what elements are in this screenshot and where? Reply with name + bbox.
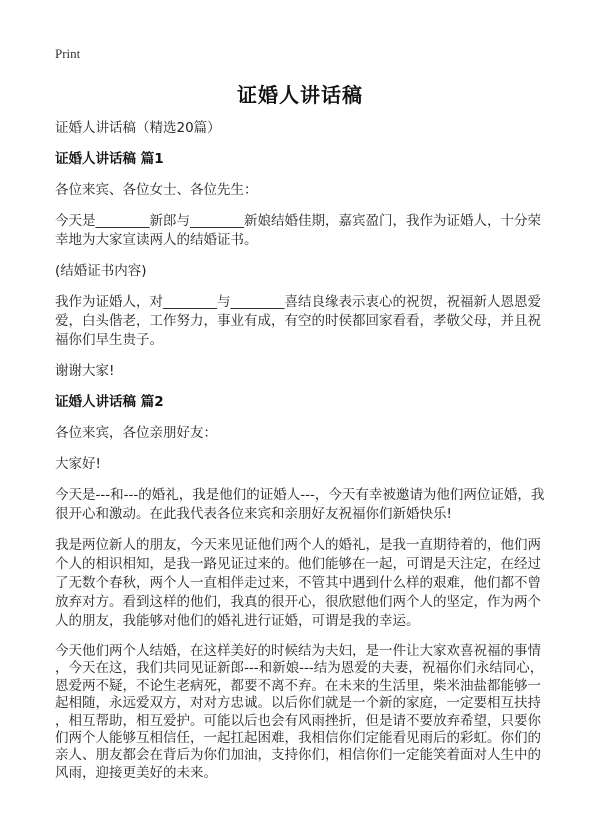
print-link[interactable]: Print (55, 46, 81, 61)
page-title: 证婚人讲话稿 (237, 83, 363, 107)
paragraph (55, 293, 550, 350)
paragraph-line: 放弃对方。看到这样的他们，我真的很开心，很欣慰他们两个人的坚定，作为两个 (55, 594, 541, 610)
paragraph-line: 起相随，永远爱双方，对对方忠诚。以后你们就是一个新的家庭，一定要相互扶持 (55, 695, 541, 712)
paragraph-line: 人的朋友，我能够对他们的婚礼进行证婚，可谓是我的幸运。 (55, 613, 420, 629)
paragraph-line: 了无数个春秋，两个人一直相伴走过来，不管其中遇到什么样的艰难，他们都不曾 (55, 575, 541, 591)
paragraph-line: 各位来宾，各位亲朋好友： (55, 425, 217, 441)
paragraph-line: 谢谢大家! (55, 363, 115, 379)
paragraph-line: 亲人、朋友都会在背后为你们加油，支持你们，相信你们一定能笑着面对人生中的 (55, 747, 541, 764)
paragraph (55, 424, 550, 443)
paragraph (55, 212, 550, 250)
paragraph (55, 486, 550, 524)
paragraph-line: 风雨，迎接更美好的未来。 (55, 764, 217, 781)
paragraph (55, 181, 550, 200)
paragraph (55, 455, 550, 474)
paragraph-line: ，今天在这，我们共同见证新郎---和新娘---结为恩爱的夫妻，祝福你们永结同心， (55, 660, 544, 677)
paragraph-line: 很开心和激动。在此我代表各位来宾和亲朋好友祝福你们新婚快乐! (55, 506, 452, 522)
paragraph (55, 536, 550, 631)
paragraph (55, 643, 550, 782)
paragraph-line: 我作为证婚人，对________与________喜结良缘表示衷心的祝贺，祝福新人恩恩爱 (55, 294, 541, 310)
paragraph-line: 今天是---和---的婚礼，我是他们的证婚人---，今天有幸被邀请为他们两位证婚，我 (55, 487, 545, 503)
paragraph-line: 们两个人能够互相信任，一起扛起困难，我相信你们定能看见雨后的彩虹。你们的 (55, 730, 541, 747)
section-heading: 证婚人讲话稿 篇1 (55, 151, 164, 167)
paragraph-line: 福你们早生贵子。 (55, 332, 163, 348)
paragraph-line: 幸地为大家宣读两人的结婚证书。 (55, 232, 258, 248)
paragraph-line: 今天是________新郎与________新娘结婚佳期，嘉宾盈门，我作为证婚人，十分荣 (55, 213, 541, 229)
paragraph-line: 今天他们两个人结婚，在这样美好的时候结为夫妇，是一件让大家欢喜祝福的事情 (55, 643, 541, 659)
paragraph-line: (结婚证书内容) (55, 263, 147, 279)
paragraph-line: 恩爱两不疑，不论生老病死，都要不离不弃。在未来的生活里，柴米油盐都能够一 (55, 677, 541, 694)
paragraph (55, 262, 550, 281)
paragraph-line: 个人的相识相知，是我一路见证过来的。他们能够在一起，可谓是天注定，在经过 (55, 556, 541, 572)
document-body (55, 119, 550, 794)
paragraph-line: 爱，白头偕老，工作努力，事业有成，有空的时侯都回家看看，孝敬父母，并且祝 (55, 313, 541, 329)
paragraph (55, 362, 550, 381)
paragraph-line: 我是两位新人的朋友，今天来见证他们两个人的婚礼，是我一直期待着的，他们两 (55, 537, 541, 553)
paragraph-line: 大家好! (55, 456, 101, 472)
section-heading: 证婚人讲话稿 篇2 (55, 394, 164, 410)
document-subtitle: 证婚人讲话稿（精选20篇） (55, 120, 221, 136)
paragraph-line: 各位来宾、各位女士、各位先生： (55, 182, 258, 198)
paragraph-line: ，相互帮助，相互爱护。可能以后也会有风雨挫折，但是请不要放弃希望，只要你 (55, 712, 541, 729)
